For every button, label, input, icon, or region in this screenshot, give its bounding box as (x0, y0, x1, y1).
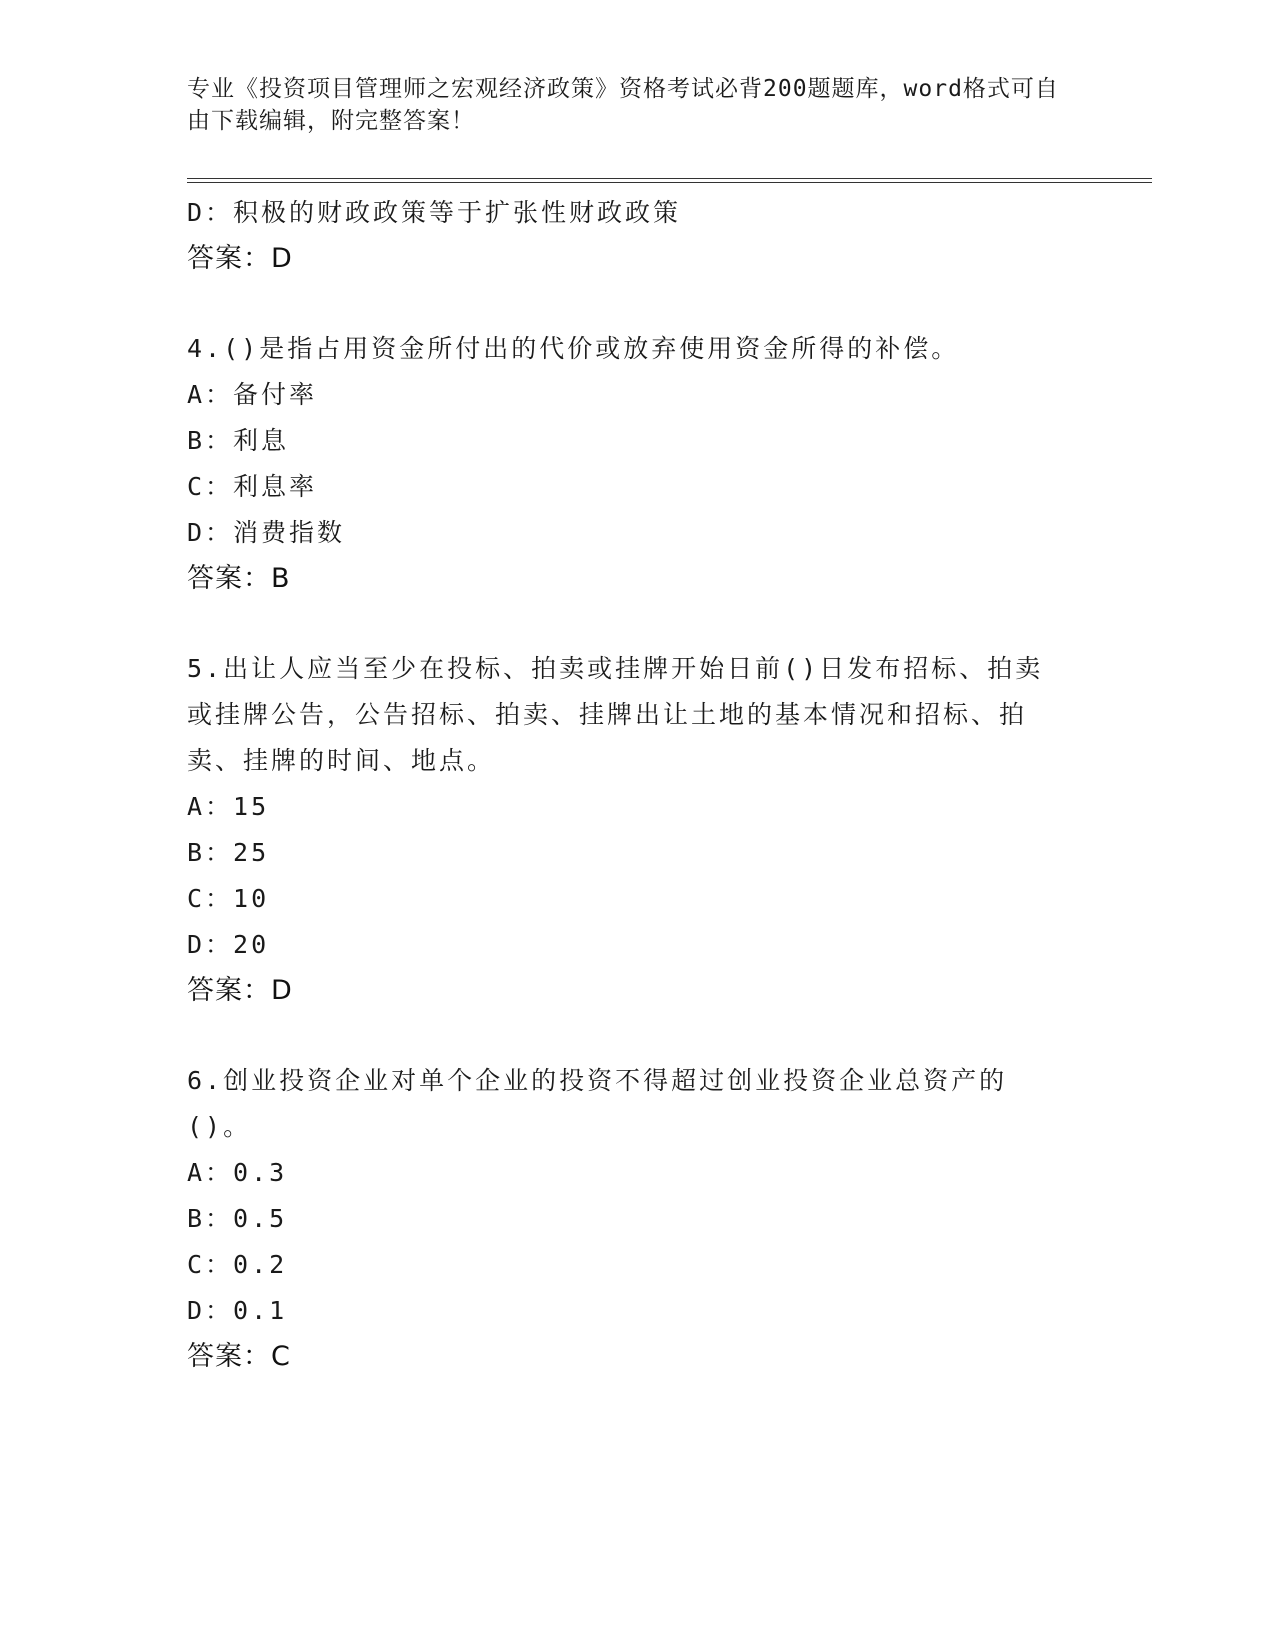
header-text: 专业《投资项目管理师之宏观经济政策》资格考试必背200题题库，word格式可自由下载编辑，附完整答案！ (187, 76, 1059, 134)
option-c: C：利息率 (187, 472, 318, 501)
option-a: A：0.3 (187, 1158, 288, 1187)
option-d: D：20 (187, 930, 270, 959)
option-d: D：积极的财政政策等于扩张性财政政策 (187, 198, 682, 227)
option-a: A：15 (187, 792, 270, 821)
option-a: A：备付率 (187, 380, 318, 409)
question-6 (187, 1058, 1067, 1380)
continued-question (187, 190, 1067, 282)
question-4 (187, 326, 1067, 602)
option-b: B：25 (187, 838, 270, 867)
question-list (187, 190, 1067, 1380)
option-c: C：10 (187, 884, 270, 913)
answer-line: 答案：B (187, 563, 291, 594)
option-c: C：0.2 (187, 1250, 288, 1279)
document-header (187, 73, 1067, 137)
option-d: D：0.1 (187, 1296, 288, 1325)
header-rule-top (187, 178, 1152, 179)
header-rule-bottom (187, 182, 1152, 183)
answer-line: 答案：C (187, 1341, 291, 1372)
answer-line: 答案：D (187, 975, 293, 1006)
question-stem: 6.创业投资企业对单个企业的投资不得超过创业投资企业总资产的()。 (187, 1066, 1008, 1141)
option-d: D：消费指数 (187, 518, 346, 547)
option-b: B：利息 (187, 426, 290, 455)
option-b: B：0.5 (187, 1204, 288, 1233)
question-stem: 5.出让人应当至少在投标、拍卖或挂牌开始日前()日发布招标、拍卖或挂牌公告，公告招标、拍卖、挂牌出让土地的基本情况和招标、拍卖、挂牌的时间、地点。 (187, 654, 1044, 775)
question-stem: 4.()是指占用资金所付出的代价或放弃使用资金所得的补偿。 (187, 334, 960, 363)
question-5 (187, 646, 1067, 1014)
answer-line: 答案：D (187, 243, 293, 274)
